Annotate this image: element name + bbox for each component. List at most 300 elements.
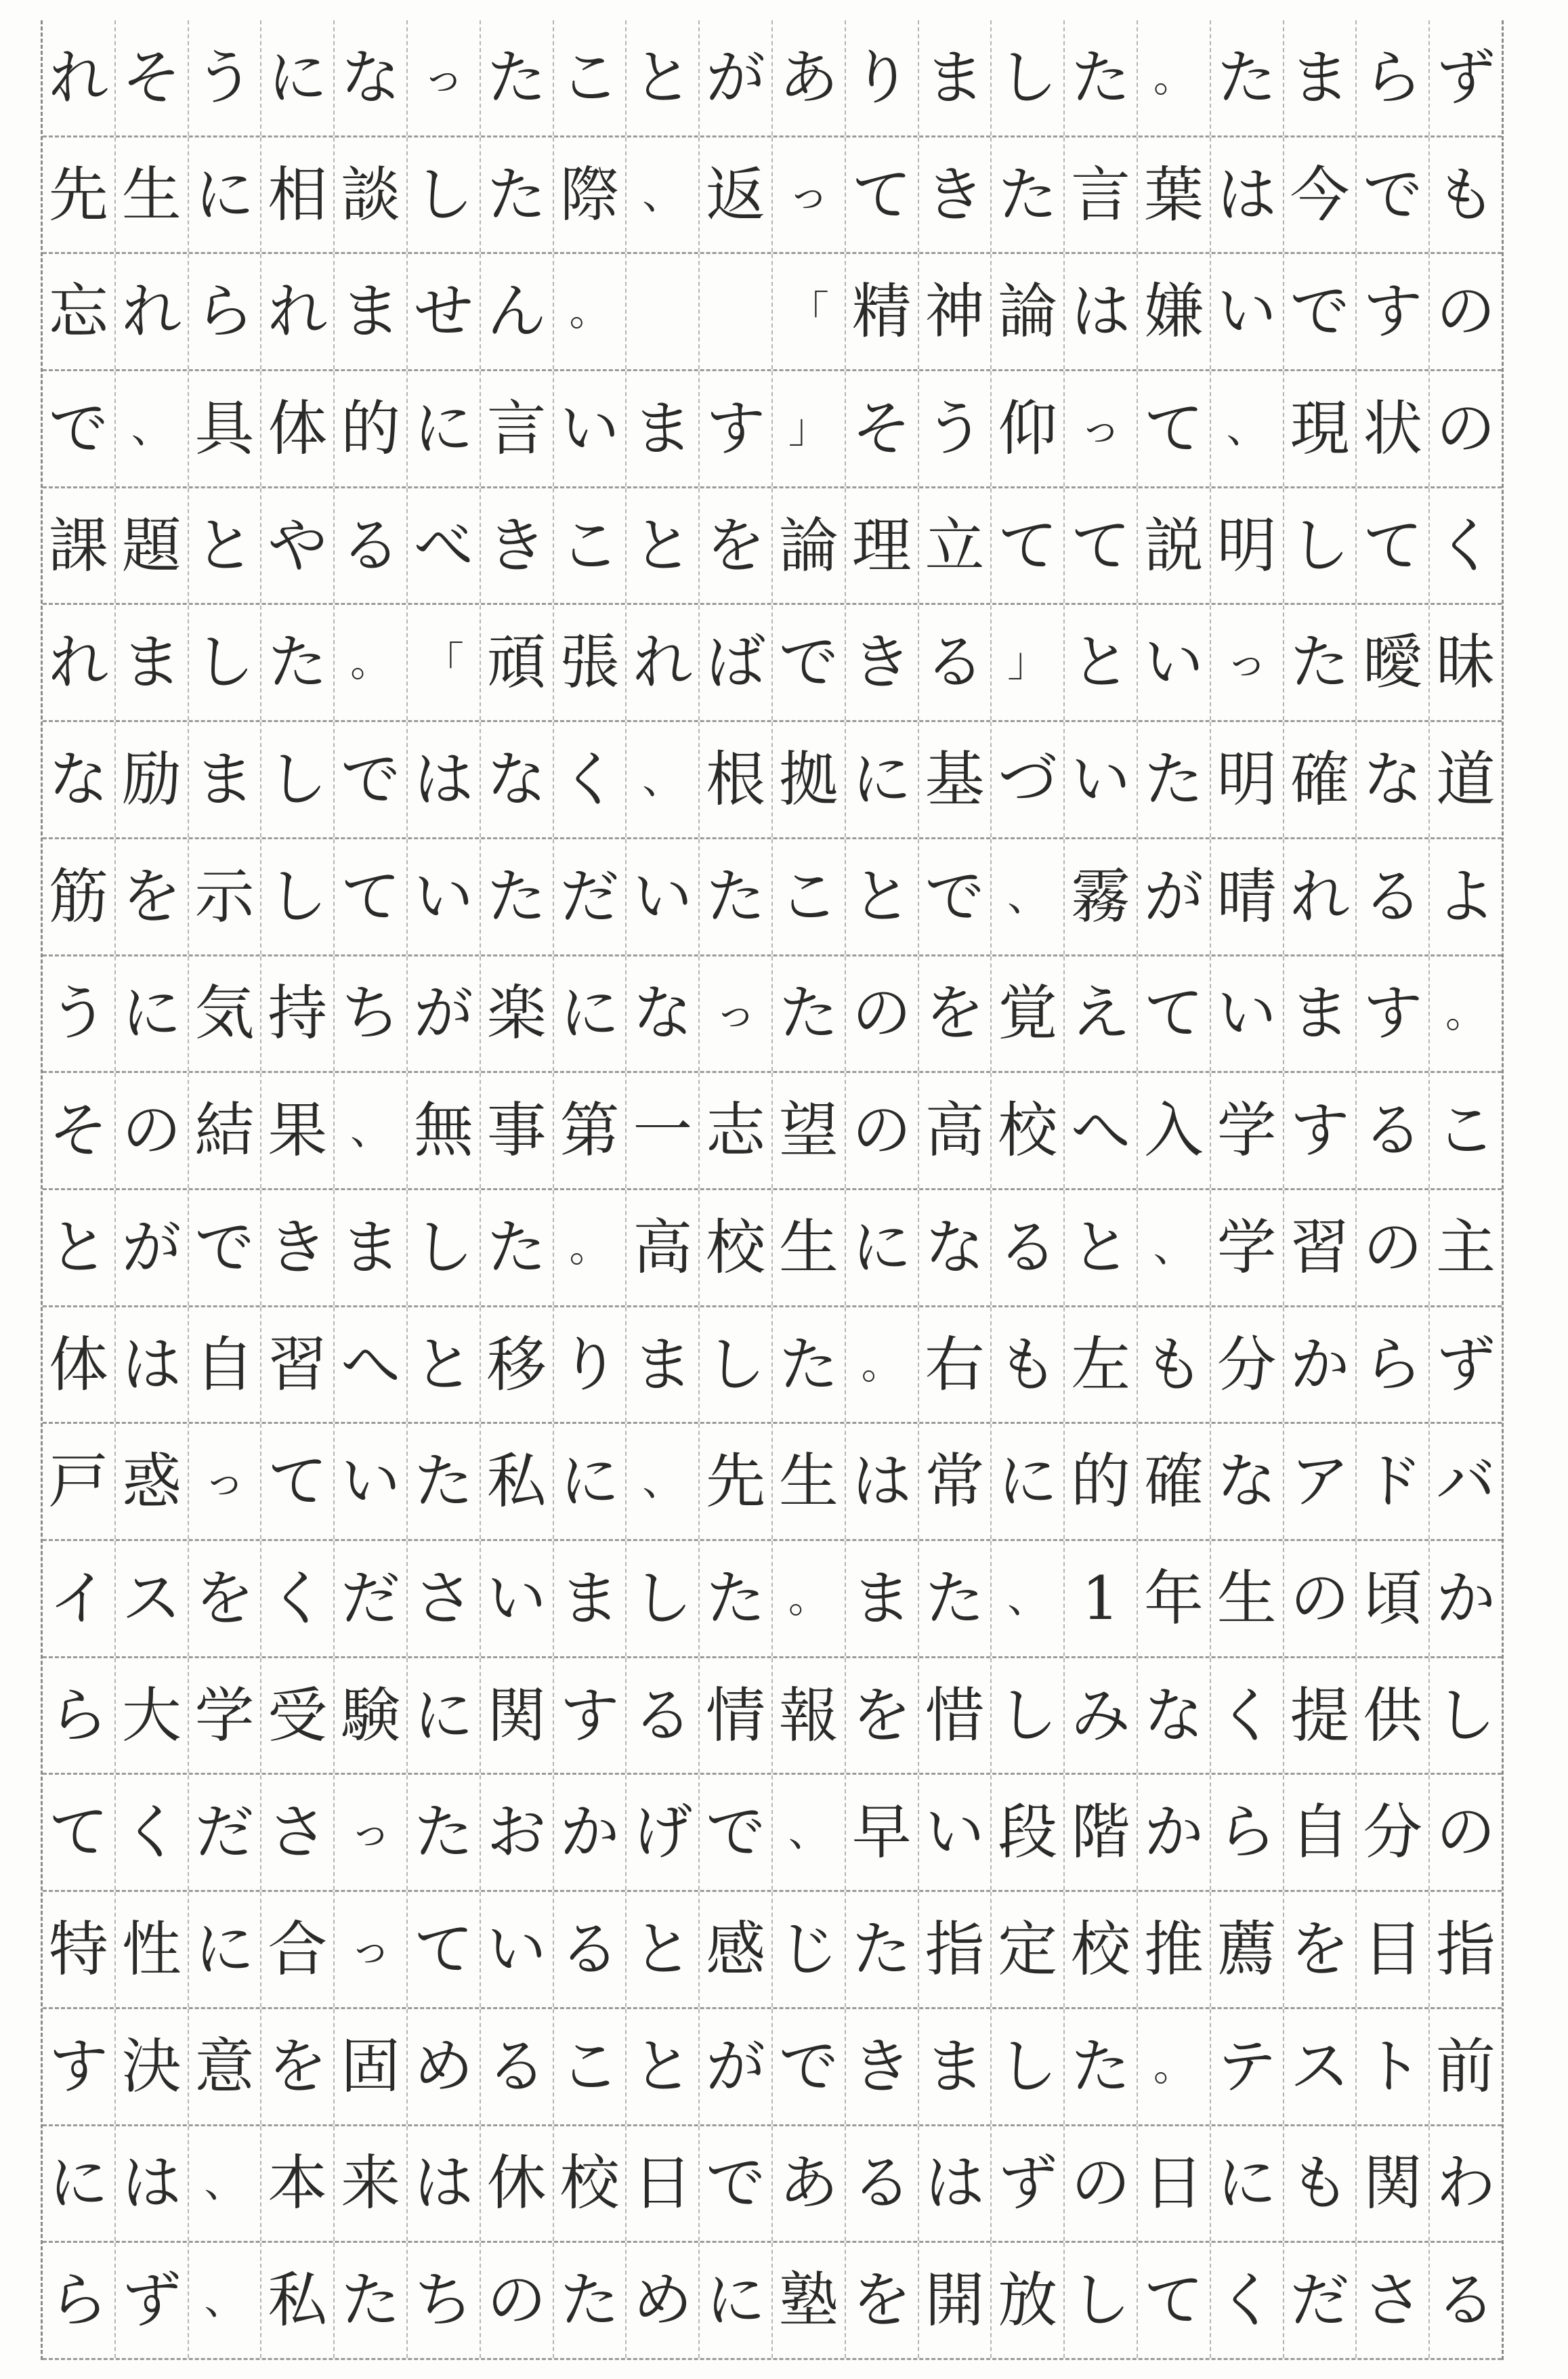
manuscript-cell: は xyxy=(919,2126,992,2241)
manuscript-cell: 、 xyxy=(335,1073,408,1188)
manuscript-cell: さ xyxy=(408,1541,481,1656)
manuscript-cell: し xyxy=(992,2009,1065,2124)
manuscript-cell: 受 xyxy=(261,1658,335,1773)
manuscript-cell: 左 xyxy=(1065,1307,1138,1423)
manuscript-cell: に xyxy=(992,1424,1065,1539)
manuscript-cell: ず xyxy=(116,2243,189,2358)
manuscript-cell: げ xyxy=(627,1775,700,1891)
manuscript-cell: 言 xyxy=(481,371,554,486)
manuscript-cell: る xyxy=(554,1892,627,2007)
manuscript-cell: 本 xyxy=(261,2126,335,2241)
manuscript-cell: か xyxy=(554,1775,627,1891)
manuscript-cell: い xyxy=(335,1424,408,1539)
manuscript-cell: 拠 xyxy=(773,722,846,837)
manuscript-cell: 根 xyxy=(700,722,773,837)
manuscript-cell: い xyxy=(627,839,700,954)
manuscript-cell: 戸 xyxy=(43,1424,116,1539)
manuscript-cell: 神 xyxy=(919,254,992,369)
manuscript-cell: う xyxy=(43,956,116,1072)
manuscript-cell: 、 xyxy=(116,371,189,486)
manuscript-cell: 具 xyxy=(189,371,262,486)
manuscript-cell: 常 xyxy=(919,1424,992,1539)
manuscript-cell: に xyxy=(554,1424,627,1539)
manuscript-cell xyxy=(700,254,773,369)
manuscript-cell: た xyxy=(846,1892,919,2007)
manuscript-cell: 、 xyxy=(992,1541,1065,1656)
manuscript-cell: で xyxy=(700,1775,773,1891)
manuscript-cell: 曖 xyxy=(1357,606,1430,721)
manuscript-cell: 分 xyxy=(1211,1307,1284,1423)
manuscript-cell: べ xyxy=(408,488,481,604)
manuscript-cell: 嫌 xyxy=(1138,254,1211,369)
manuscript-cell: 合 xyxy=(261,1892,335,2007)
manuscript-line xyxy=(43,1190,1502,1307)
manuscript-cell: 。 xyxy=(846,1307,919,1423)
manuscript-cell: 持 xyxy=(261,956,335,1072)
manuscript-cell: は xyxy=(116,1307,189,1423)
manuscript-cell: 主 xyxy=(1436,1212,1496,1282)
manuscript-cell: 日 xyxy=(627,2126,700,2241)
manuscript-cell: 相 xyxy=(261,138,335,253)
manuscript-cell: ま xyxy=(116,606,189,721)
manuscript-cell: 、 xyxy=(992,839,1065,954)
manuscript-line xyxy=(43,1307,1502,1425)
manuscript-cell: て xyxy=(1065,488,1138,604)
manuscript-cell: 論 xyxy=(992,254,1065,369)
manuscript-cell: き xyxy=(919,138,992,253)
manuscript-cell: た xyxy=(481,839,554,954)
manuscript-cell: い xyxy=(1211,254,1284,369)
manuscript-cell: に xyxy=(1211,2126,1284,2241)
manuscript-cell: 。 xyxy=(554,254,627,369)
manuscript-cell: よ xyxy=(1436,861,1496,931)
manuscript-cell: ま xyxy=(335,1190,408,1305)
manuscript-cell: 晴 xyxy=(1211,839,1284,954)
manuscript-cell: 校 xyxy=(554,2126,627,2241)
manuscript-cell: め xyxy=(627,2243,700,2358)
manuscript-cell: 習 xyxy=(261,1307,335,1423)
manuscript-cell: だ xyxy=(189,1775,262,1891)
manuscript-cell: た xyxy=(554,2243,627,2358)
manuscript-cell: し xyxy=(1436,1680,1496,1750)
manuscript-cell: 学 xyxy=(1211,1073,1284,1188)
manuscript-cell: た xyxy=(773,1307,846,1423)
manuscript-cell: 関 xyxy=(481,1658,554,1773)
manuscript-cell: く xyxy=(1211,1658,1284,1773)
manuscript-cell: す xyxy=(700,371,773,486)
manuscript-cell: る xyxy=(1357,839,1430,954)
manuscript-cell: て xyxy=(992,488,1065,604)
manuscript-cell: 生 xyxy=(773,1190,846,1305)
manuscript-cell: 頑 xyxy=(481,606,554,721)
manuscript-cell: 明 xyxy=(1211,488,1284,604)
manuscript-cell: る xyxy=(335,488,408,604)
manuscript-cell: ま xyxy=(919,2009,992,2124)
manuscript-cell: 課 xyxy=(43,488,116,604)
manuscript-cell: が xyxy=(116,1190,189,1305)
manuscript-cell: れ xyxy=(116,254,189,369)
manuscript-cell: 指 xyxy=(919,1892,992,2007)
manuscript-cell: し xyxy=(261,839,335,954)
manuscript-cell: 説 xyxy=(1138,488,1211,604)
manuscript-cell: せ xyxy=(408,254,481,369)
manuscript-cell: 休 xyxy=(481,2126,554,2241)
manuscript-cell: た xyxy=(1065,2009,1138,2124)
manuscript-cell: 放 xyxy=(992,2243,1065,2358)
manuscript-cell: 霧 xyxy=(1065,839,1138,954)
manuscript-cell: 精 xyxy=(846,254,919,369)
manuscript-cell: ば xyxy=(700,606,773,721)
manuscript-cell: 提 xyxy=(1284,1658,1357,1773)
manuscript-line xyxy=(43,138,1502,255)
manuscript-cell: か xyxy=(1436,1563,1496,1633)
manuscript-cell: 、 xyxy=(1211,371,1284,486)
manuscript-cell: 」 xyxy=(992,606,1065,721)
manuscript-cell: 前 xyxy=(1436,2031,1496,2101)
manuscript-cell: ら xyxy=(1357,20,1430,135)
manuscript-cell: こ xyxy=(554,2009,627,2124)
manuscript-cell: 来 xyxy=(335,2126,408,2241)
manuscript-cell: す xyxy=(1357,956,1430,1072)
manuscript-cell: な xyxy=(1138,1658,1211,1773)
manuscript-cell: そ xyxy=(116,20,189,135)
manuscript-cell: こ xyxy=(773,839,846,954)
manuscript-cell: ず xyxy=(1436,1329,1496,1399)
manuscript-cell: か xyxy=(1284,1307,1357,1423)
manuscript-cell: 開 xyxy=(919,2243,992,2358)
manuscript-cell: と xyxy=(43,1190,116,1305)
manuscript-cell: ま xyxy=(919,20,992,135)
manuscript-cell: ト xyxy=(1357,2009,1430,2124)
manuscript-cell: な xyxy=(481,722,554,837)
manuscript-cell: し xyxy=(1284,488,1357,604)
manuscript-cell: 段 xyxy=(992,1775,1065,1891)
manuscript-cell: と xyxy=(627,488,700,604)
manuscript-cell: ま xyxy=(627,371,700,486)
manuscript-cell: 際 xyxy=(554,138,627,253)
manuscript-cell: そ xyxy=(846,371,919,486)
manuscript-cell: で xyxy=(189,1190,262,1305)
manuscript-line xyxy=(43,2009,1502,2126)
manuscript-cell: 果 xyxy=(261,1073,335,1188)
manuscript-cell: っ xyxy=(335,1775,408,1891)
manuscript-cell: い xyxy=(481,1541,554,1656)
manuscript-cell: 関 xyxy=(1357,2126,1430,2241)
manuscript-line xyxy=(43,2243,1502,2360)
manuscript-cell: 事 xyxy=(481,1073,554,1188)
manuscript-cell: ま xyxy=(1284,20,1357,135)
manuscript-cell: て xyxy=(1138,956,1211,1072)
manuscript-cell: が xyxy=(700,20,773,135)
manuscript-cell: な xyxy=(627,956,700,1072)
manuscript-cell: る xyxy=(1357,1073,1430,1188)
manuscript-cell: な xyxy=(1211,1424,1284,1539)
manuscript-cell: 先 xyxy=(43,138,116,253)
manuscript-cell: 学 xyxy=(189,1658,262,1773)
manuscript-cell: は xyxy=(846,1424,919,1539)
manuscript-cell: 確 xyxy=(1284,722,1357,837)
manuscript-cell: も xyxy=(1436,159,1496,230)
manuscript-cell: と xyxy=(1065,1190,1138,1305)
manuscript-cell: 「 xyxy=(408,606,481,721)
manuscript-cell: と xyxy=(846,839,919,954)
manuscript-cell: 惑 xyxy=(116,1424,189,1539)
manuscript-cell: 覚 xyxy=(992,956,1065,1072)
manuscript-cell: 。 xyxy=(1445,990,1487,1038)
manuscript-cell: と xyxy=(627,2009,700,2124)
manuscript-cell: 的 xyxy=(335,371,408,486)
manuscript-line xyxy=(43,254,1502,371)
manuscript-cell: な xyxy=(335,20,408,135)
manuscript-cell: 験 xyxy=(335,1658,408,1773)
manuscript-cell: 明 xyxy=(1211,722,1284,837)
manuscript-cell: く xyxy=(554,722,627,837)
manuscript-cell: を xyxy=(189,1541,262,1656)
manuscript-cell: に xyxy=(846,1190,919,1305)
manuscript-cell: 、 xyxy=(773,1775,846,1891)
manuscript-cell: た xyxy=(408,1424,481,1539)
manuscript-cell: う xyxy=(189,20,262,135)
manuscript-cell: 望 xyxy=(773,1073,846,1188)
manuscript-cell: の xyxy=(1436,393,1496,463)
manuscript-cell: く xyxy=(116,1775,189,1891)
manuscript-cell: 。 xyxy=(335,606,408,721)
manuscript-cell: あ xyxy=(773,2126,846,2241)
manuscript-cell: 薦 xyxy=(1211,1892,1284,2007)
manuscript-cell: と xyxy=(189,488,262,604)
manuscript-line xyxy=(43,1541,1502,1658)
manuscript-cell: の xyxy=(1284,1541,1357,1656)
manuscript-cell: に xyxy=(189,1892,262,2007)
manuscript-cell: た xyxy=(408,1775,481,1891)
manuscript-cell: た xyxy=(1211,20,1284,135)
manuscript-cell: だ xyxy=(335,1541,408,1656)
manuscript-cell: ま xyxy=(1284,956,1357,1072)
manuscript-cell: 1 xyxy=(1065,1541,1138,1656)
manuscript-cell: て xyxy=(1138,371,1211,486)
manuscript-cell: の xyxy=(846,1073,919,1188)
manuscript-cell: ス xyxy=(116,1541,189,1656)
manuscript-cell: 題 xyxy=(116,488,189,604)
manuscript-cell: み xyxy=(1065,1658,1138,1773)
manuscript-cell: に xyxy=(261,20,335,135)
manuscript-cell: を xyxy=(846,2243,919,2358)
manuscript-cell: が xyxy=(408,956,481,1072)
manuscript-cell: た xyxy=(1138,722,1211,837)
manuscript-cell: の xyxy=(481,2243,554,2358)
manuscript-cell: ず xyxy=(992,2126,1065,2241)
manuscript-cell: さ xyxy=(261,1775,335,1891)
manuscript-cell: す xyxy=(554,1658,627,1773)
manuscript-cell: に xyxy=(700,2243,773,2358)
manuscript-cell: 返 xyxy=(700,138,773,253)
manuscript-cell: ま xyxy=(335,254,408,369)
manuscript-cell: ら xyxy=(43,1658,116,1773)
manuscript-cell: 基 xyxy=(919,722,992,837)
manuscript-cell: き xyxy=(846,2009,919,2124)
manuscript-cell: で xyxy=(1284,254,1357,369)
manuscript-cell: が xyxy=(1138,839,1211,954)
manuscript-cell: い xyxy=(1065,722,1138,837)
manuscript-cell: 高 xyxy=(627,1190,700,1305)
manuscript-cell: な xyxy=(1357,722,1430,837)
manuscript-cell: 特 xyxy=(43,1892,116,2007)
manuscript-cell: た xyxy=(700,1541,773,1656)
manuscript-cell: 示 xyxy=(189,839,262,954)
manuscript-cell: 生 xyxy=(1211,1541,1284,1656)
manuscript-cell: に xyxy=(408,371,481,486)
manuscript-cell: 志 xyxy=(700,1073,773,1188)
manuscript-cell: テ xyxy=(1211,2009,1284,2124)
manuscript-cell: に xyxy=(189,138,262,253)
manuscript-cell: こ xyxy=(554,488,627,604)
manuscript-cell: 意 xyxy=(189,2009,262,2124)
manuscript-cell: て xyxy=(1138,2243,1211,2358)
manuscript-cell: 、 xyxy=(189,2126,262,2241)
manuscript-cell: の xyxy=(1436,276,1496,347)
manuscript-cell: え xyxy=(1065,956,1138,1072)
manuscript-cell: り xyxy=(554,1307,627,1423)
manuscript-cell: ち xyxy=(335,956,408,1072)
manuscript-cell: を xyxy=(1284,1892,1357,2007)
manuscript-cell: る xyxy=(481,2009,554,2124)
manuscript-cell: ら xyxy=(1211,1775,1284,1891)
manuscript-cell: い xyxy=(1211,956,1284,1072)
manuscript-cell: の xyxy=(1357,1190,1430,1305)
manuscript-cell: わ xyxy=(1436,2148,1496,2218)
manuscript-cell: め xyxy=(408,2009,481,2124)
manuscript-cell: っ xyxy=(408,20,481,135)
manuscript-line xyxy=(43,2126,1502,2244)
manuscript-cell: 気 xyxy=(189,956,262,1072)
manuscript-cell: や xyxy=(261,488,335,604)
manuscript-cell: て xyxy=(408,1892,481,2007)
manuscript-cell: れ xyxy=(261,254,335,369)
manuscript-cell: い xyxy=(554,371,627,486)
manuscript-cell: に xyxy=(43,2126,116,2241)
manuscript-cell: 昧 xyxy=(1436,627,1496,698)
manuscript-cell: れ xyxy=(43,606,116,721)
manuscript-line xyxy=(43,371,1502,488)
manuscript-cell: に xyxy=(116,956,189,1072)
manuscript-cell: も xyxy=(1284,2126,1357,2241)
manuscript-cell: 生 xyxy=(116,138,189,253)
manuscript-cell: ド xyxy=(1357,1424,1430,1539)
manuscript-cell: ま xyxy=(554,1541,627,1656)
manuscript-cell: れ xyxy=(43,20,116,135)
manuscript-cell: 目 xyxy=(1357,1892,1430,2007)
manuscript-cell: の xyxy=(116,1073,189,1188)
manuscript-cell: い xyxy=(919,1775,992,1891)
manuscript-cell: の xyxy=(1065,2126,1138,2241)
manuscript-cell: バ xyxy=(1436,1446,1496,1517)
manuscript-cell: だ xyxy=(1284,2243,1357,2358)
manuscript-cell: づ xyxy=(992,722,1065,837)
manuscript-cell: 先 xyxy=(700,1424,773,1539)
manuscript-cell: を xyxy=(261,2009,335,2124)
manuscript-cell: り xyxy=(846,20,919,135)
manuscript-cell: ら xyxy=(189,254,262,369)
manuscript-cell: た xyxy=(773,956,846,1072)
manuscript-cell: れ xyxy=(627,606,700,721)
manuscript-line xyxy=(43,1892,1502,2009)
manuscript-cell: し xyxy=(1065,2243,1138,2358)
manuscript-cell: ま xyxy=(189,722,262,837)
manuscript-cell: の xyxy=(846,956,919,1072)
manuscript-cell: 日 xyxy=(1138,2126,1211,2241)
manuscript-cell: 校 xyxy=(700,1190,773,1305)
manuscript-line xyxy=(43,1658,1502,1775)
manuscript-cell: 自 xyxy=(189,1307,262,1423)
manuscript-line xyxy=(43,839,1502,956)
manuscript-cell: れ xyxy=(1284,839,1357,954)
manuscript-cell: で xyxy=(1357,138,1430,253)
manuscript-cell: し xyxy=(992,1658,1065,1773)
manuscript-line xyxy=(43,1775,1502,1893)
manuscript-cell: た xyxy=(481,138,554,253)
manuscript-cell: 、 xyxy=(627,1424,700,1539)
manuscript-cell: な xyxy=(919,1190,992,1305)
manuscript-cell: で xyxy=(700,2126,773,2241)
manuscript-cell: に xyxy=(554,956,627,1072)
manuscript-line xyxy=(43,20,1502,138)
manuscript-cell: い xyxy=(1138,606,1211,721)
manuscript-cell: 情 xyxy=(700,1658,773,1773)
manuscript-cell: 励 xyxy=(116,722,189,837)
manuscript-cell: 学 xyxy=(1211,1190,1284,1305)
manuscript-cell: 報 xyxy=(773,1658,846,1773)
manuscript-cell: 筋 xyxy=(43,839,116,954)
manuscript-cell: へ xyxy=(335,1307,408,1423)
manuscript-cell: と xyxy=(627,1892,700,2007)
manuscript-cell: 状 xyxy=(1357,371,1430,486)
manuscript-cell: た xyxy=(481,20,554,135)
manuscript-cell: す xyxy=(1357,254,1430,369)
manuscript-cell: た xyxy=(261,606,335,721)
manuscript-cell: も xyxy=(992,1307,1065,1423)
manuscript-cell: さ xyxy=(1357,2243,1430,2358)
manuscript-cell: は xyxy=(1065,254,1138,369)
manuscript-cell: 早 xyxy=(846,1775,919,1891)
manuscript-cell: 生 xyxy=(773,1424,846,1539)
manuscript-cell: 今 xyxy=(1284,138,1357,253)
manuscript-cell: 年 xyxy=(1138,1541,1211,1656)
manuscript-cell: 無 xyxy=(408,1073,481,1188)
manuscript-line xyxy=(43,606,1502,723)
manuscript-line xyxy=(43,956,1502,1074)
manuscript-cell: っ xyxy=(335,1892,408,2007)
manuscript-cell: 張 xyxy=(554,606,627,721)
manuscript-cell: し xyxy=(992,20,1065,135)
manuscript-cell: を xyxy=(846,1658,919,1773)
manuscript-cell: 確 xyxy=(1138,1424,1211,1539)
manuscript-cell: 入 xyxy=(1138,1073,1211,1188)
manuscript-cell: 的 xyxy=(1065,1424,1138,1539)
manuscript-cell: イ xyxy=(43,1541,116,1656)
manuscript-cell: で xyxy=(43,371,116,486)
manuscript-cell: 体 xyxy=(43,1307,116,1423)
manuscript-cell: ず xyxy=(1436,42,1496,112)
manuscript-cell: 論 xyxy=(773,488,846,604)
manuscript-cell: っ xyxy=(700,956,773,1072)
manuscript-cell: た xyxy=(992,138,1065,253)
manuscript-cell: 階 xyxy=(1065,1775,1138,1891)
manuscript-cell: 。 xyxy=(554,1190,627,1305)
manuscript-cell: 仰 xyxy=(992,371,1065,486)
manuscript-cell: 結 xyxy=(189,1073,262,1188)
manuscript-cell: 」 xyxy=(773,371,846,486)
manuscript-cell: へ xyxy=(1065,1073,1138,1188)
